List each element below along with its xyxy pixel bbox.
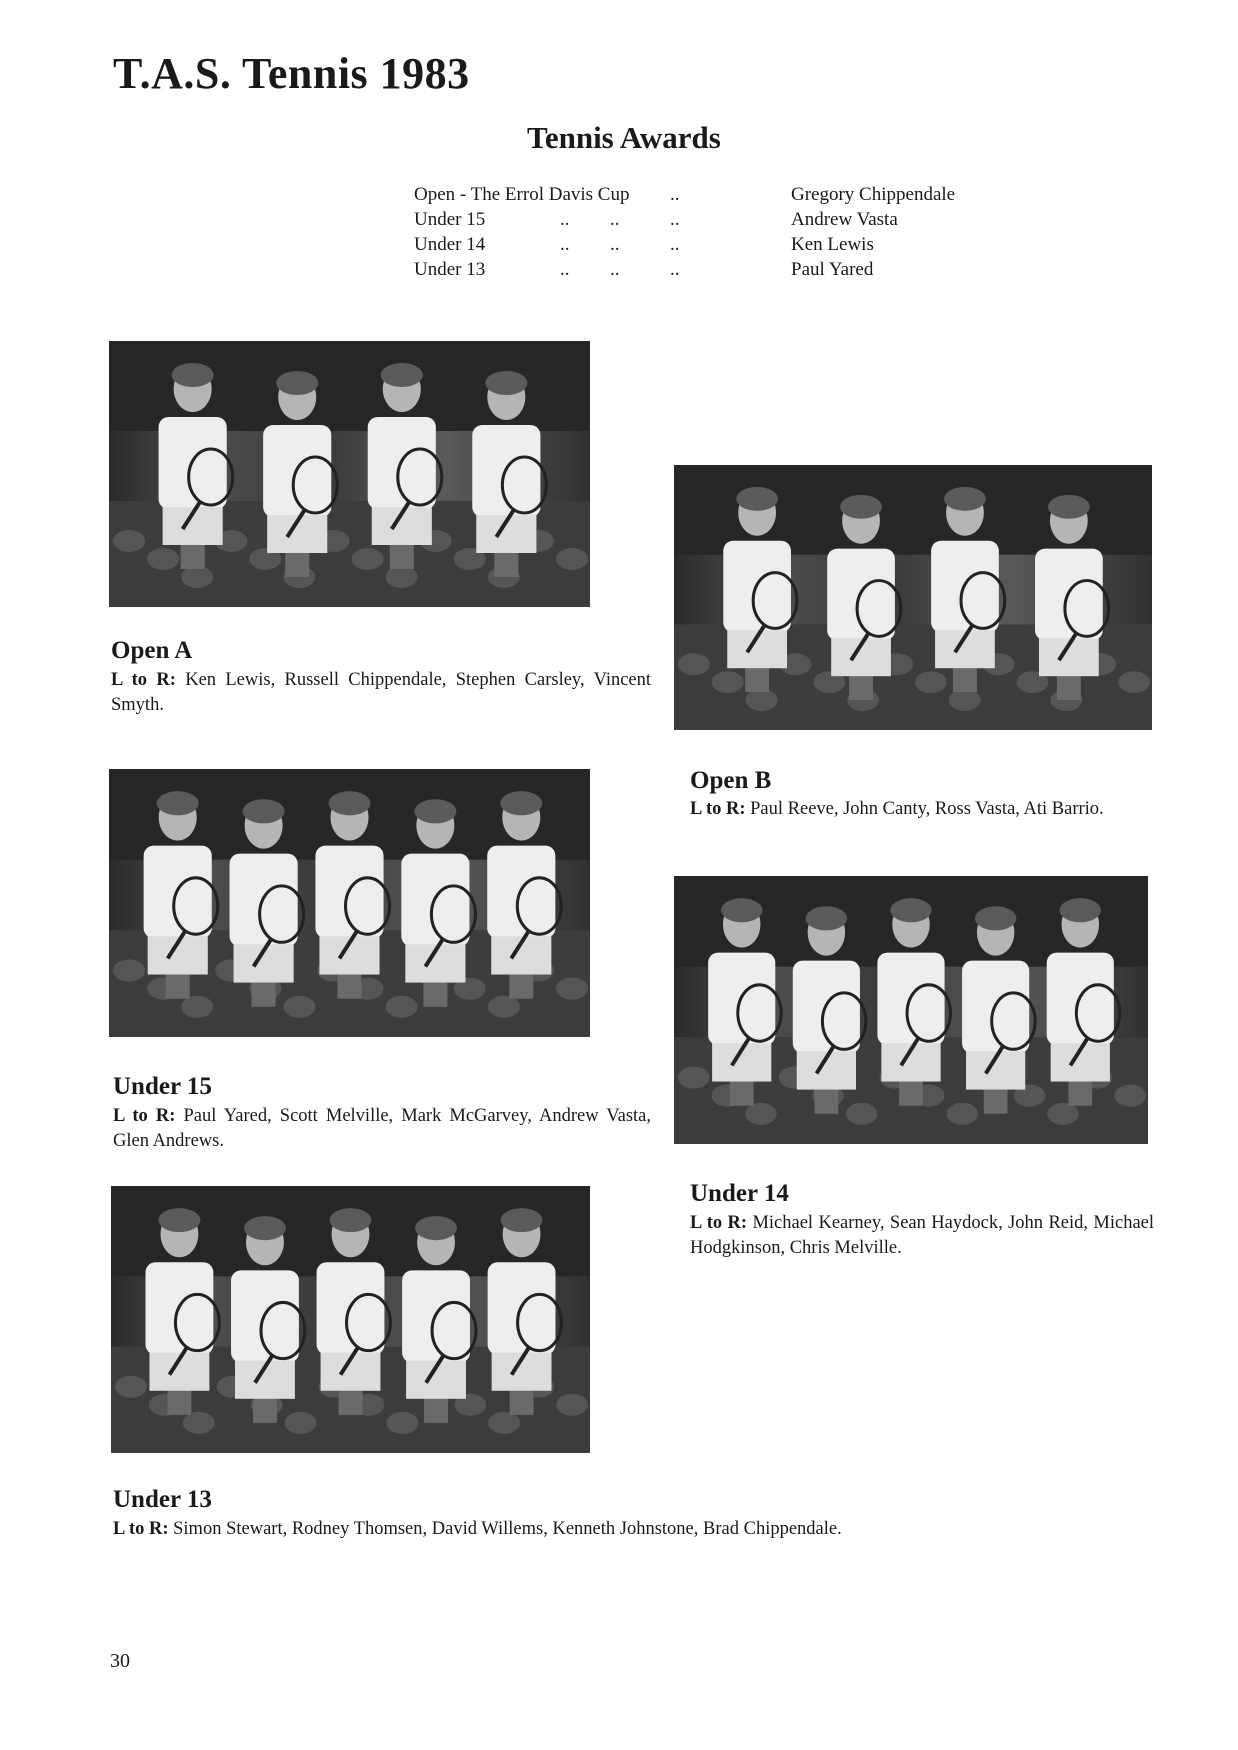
lr-label: L to R: (690, 1213, 748, 1233)
photo-illustration (674, 465, 1152, 730)
photo-under-13 (111, 1186, 590, 1453)
caption-under-14 (690, 1211, 1154, 1261)
award-row (414, 234, 984, 260)
player-names: Ken Lewis, Russell Chippendale, Stephen Carsley, Vincent Smyth. (111, 670, 652, 715)
award-category: Under 15 (414, 209, 486, 230)
award-dots: .. (670, 259, 680, 280)
photo-illustration (111, 1186, 590, 1453)
photo-open-a (109, 341, 590, 607)
lr-label: L to R: (113, 1106, 176, 1126)
lr-label: L to R: (690, 799, 746, 819)
photo-under-14 (674, 876, 1148, 1144)
award-dots: .. (560, 259, 570, 280)
award-dots: .. (610, 234, 620, 255)
award-dots: .. (610, 209, 620, 230)
player-names: Paul Reeve, John Canty, Ross Vasta, Ati Barrio. (750, 799, 1104, 819)
awards-heading: Tennis Awards (527, 120, 721, 155)
caption-open-b (690, 797, 1154, 822)
award-row (414, 184, 984, 210)
player-names: Michael Kearney, Sean Haydock, John Reid, Michael Hodgkinson, Chris Melville. (690, 1213, 1155, 1258)
award-row (414, 259, 984, 285)
lr-label: L to R: (113, 1519, 169, 1539)
award-dots: .. (610, 259, 620, 280)
photo-open-b (674, 465, 1152, 730)
caption-title-open-b: Open B (690, 767, 772, 794)
award-winner: Paul Yared (791, 259, 874, 280)
photo-illustration (109, 341, 590, 607)
caption-under-13 (113, 1517, 1113, 1542)
caption-open-a (111, 668, 651, 718)
caption-title-under-13: Under 13 (113, 1486, 212, 1513)
award-dots: .. (560, 209, 570, 230)
award-category: Under 14 (414, 234, 486, 255)
caption-under-15 (113, 1104, 651, 1154)
award-winner: Gregory Chippendale (791, 184, 956, 205)
photo-illustration (109, 769, 590, 1037)
award-dots: .. (560, 234, 570, 255)
award-winner: Ken Lewis (791, 234, 874, 255)
photo-under-15 (109, 769, 590, 1037)
caption-title-open-a: Open A (111, 637, 193, 664)
caption-title-under-15: Under 15 (113, 1073, 212, 1100)
player-names: Simon Stewart, Rodney Thomsen, David Willems, Kenneth Johnstone, Brad Chippendale. (173, 1519, 842, 1539)
award-category: Under 13 (414, 259, 486, 280)
award-dots: .. (670, 209, 680, 230)
photo-illustration (674, 876, 1148, 1144)
award-dots: .. (670, 234, 680, 255)
award-row (414, 209, 984, 235)
award-dots: .. (670, 184, 680, 205)
caption-title-under-14: Under 14 (690, 1180, 789, 1207)
lr-label: L to R: (111, 670, 176, 690)
player-names: Paul Yared, Scott Melville, Mark McGarvey, Andrew Vasta, Glen Andrews. (113, 1106, 651, 1151)
award-category: Open - The Errol Davis Cup (414, 184, 630, 205)
award-winner: Andrew Vasta (791, 209, 898, 230)
page-number: 30 (110, 1650, 130, 1672)
page-title: T.A.S. Tennis 1983 (113, 49, 470, 98)
